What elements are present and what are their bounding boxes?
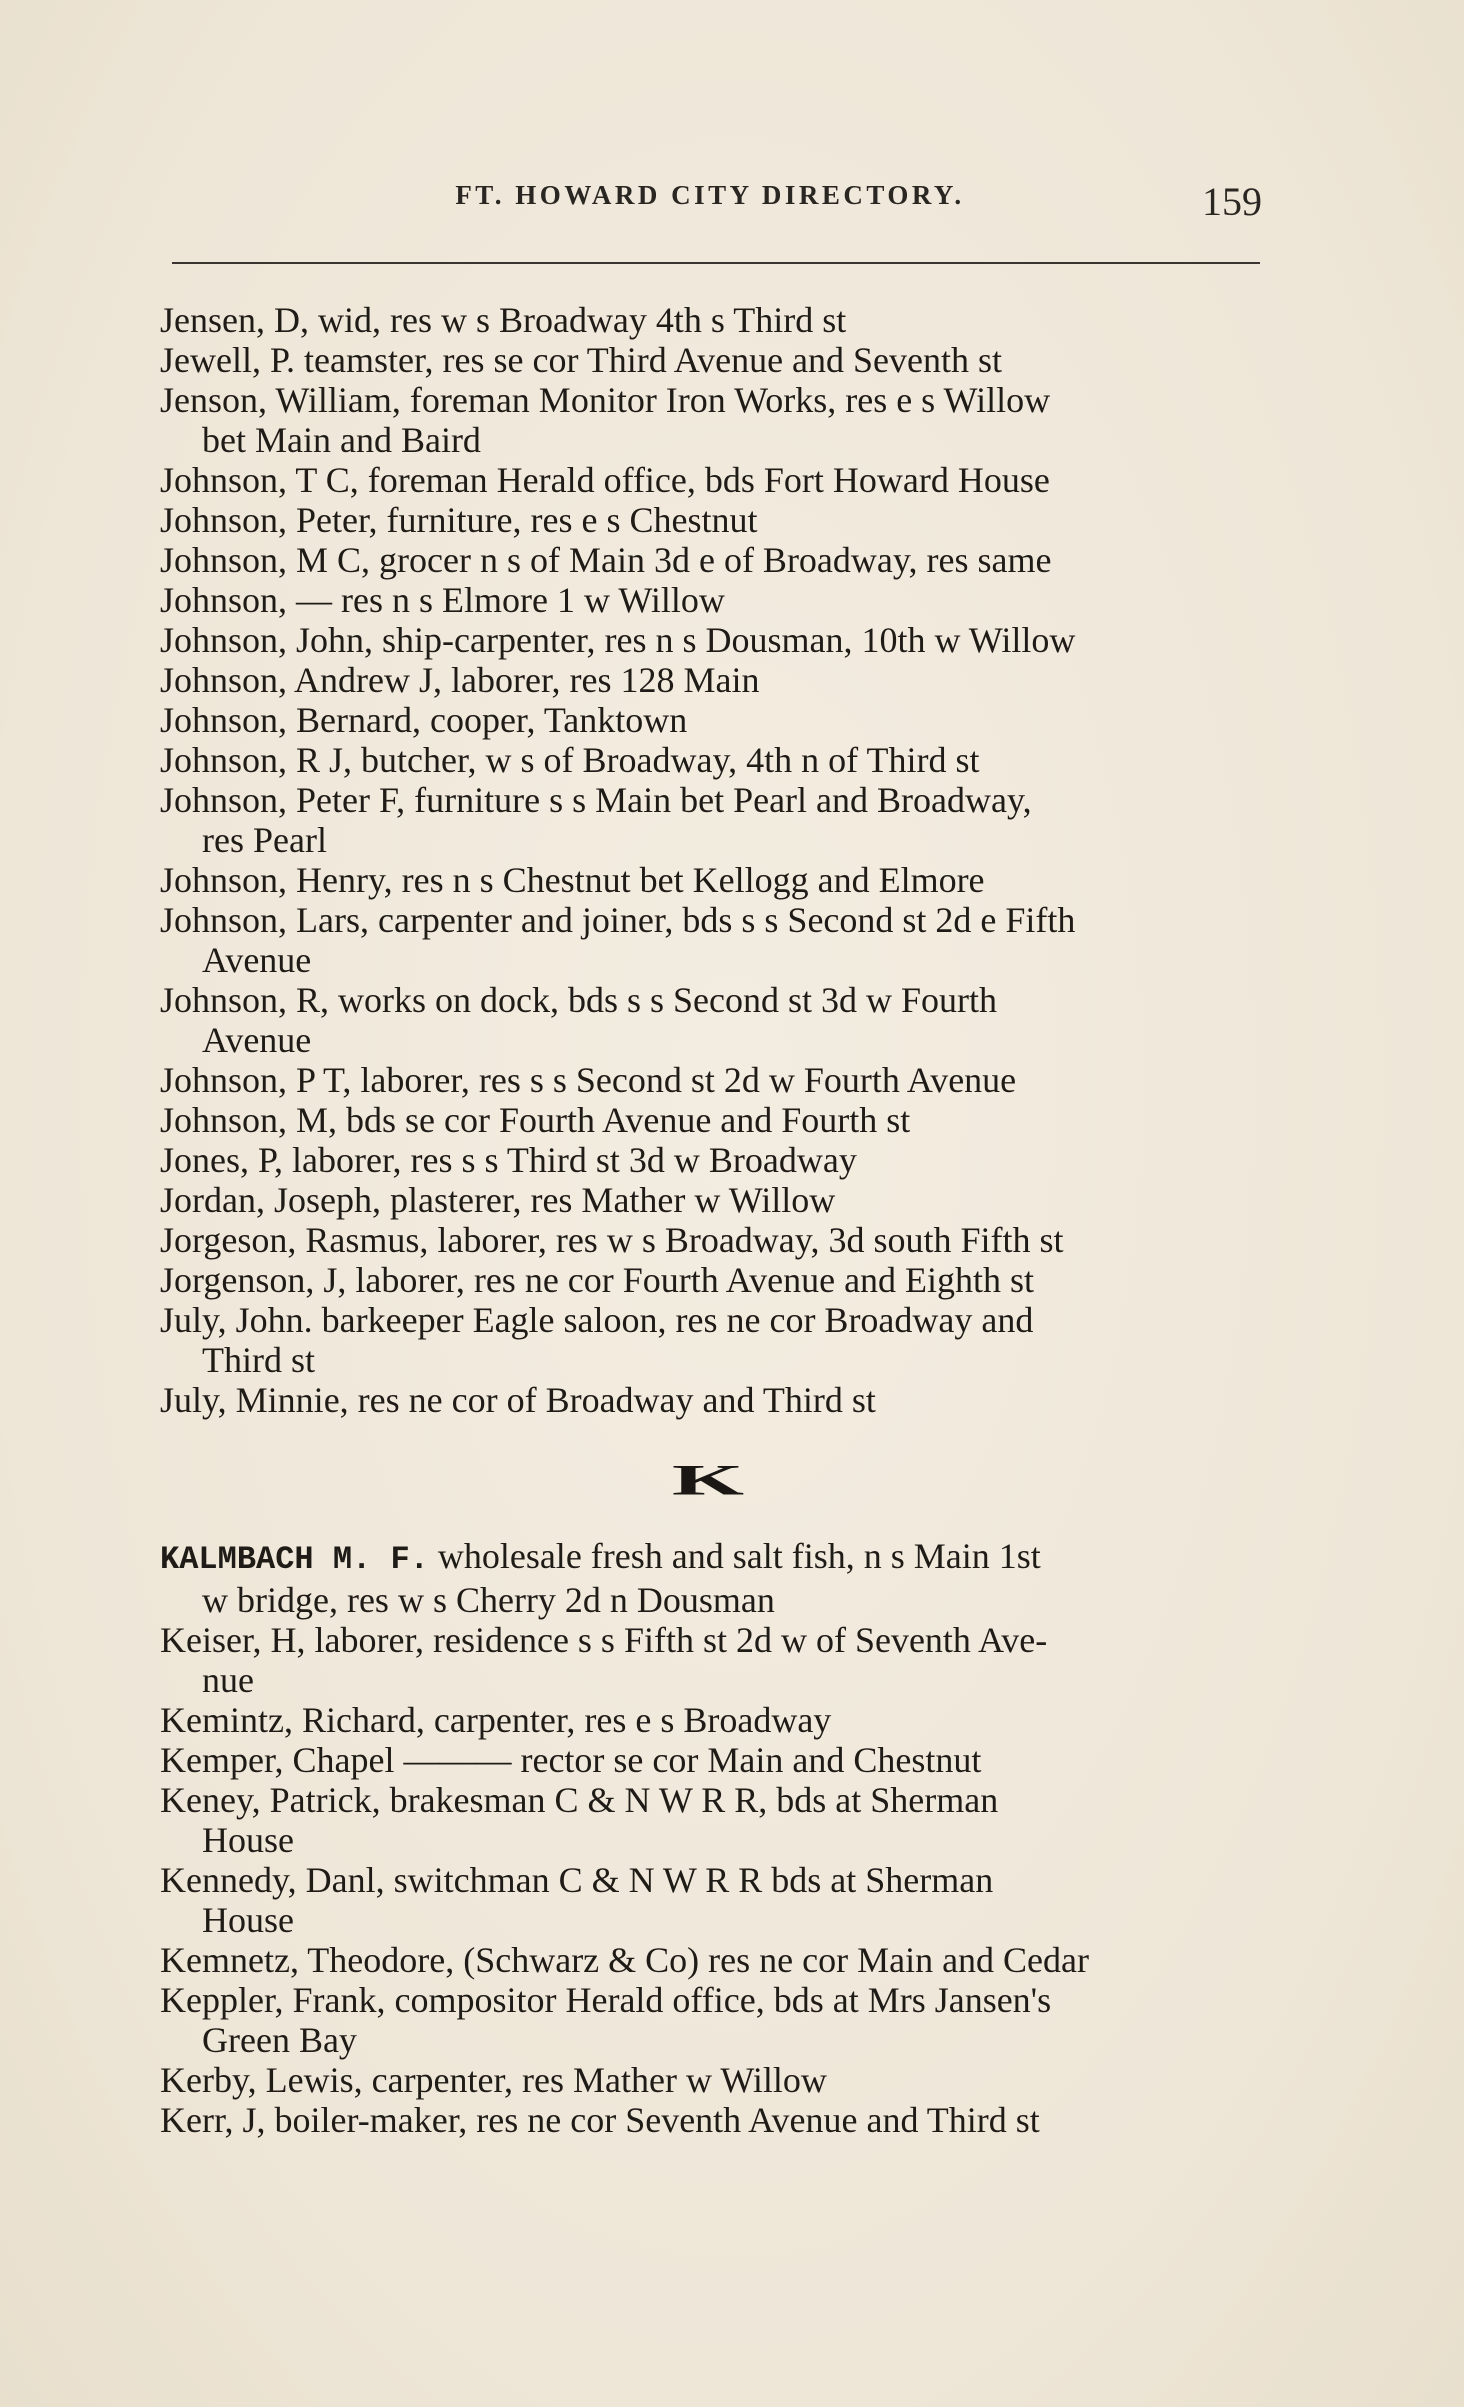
directory-entry-lead	[160, 1536, 1260, 1620]
directory-entry	[160, 740, 1260, 780]
entry-continuation: bet Main and Baird	[202, 420, 481, 460]
directory-entry	[160, 1940, 1260, 1980]
directory-entry	[160, 980, 1260, 1060]
directory-entry	[160, 1380, 1260, 1420]
entry-text: July, Minnie, res ne cor of Broadway and Third st	[160, 1380, 876, 1420]
entry-text: Johnson, P T, laborer, res s s Second st 2d w Fourth Avenue	[160, 1060, 1017, 1100]
entry-text: Keppler, Frank, compositor Herald office, bds at Mrs Jansen's	[160, 1980, 1052, 2020]
entry-text: Kennedy, Danl, switchman C & N W R R bds at Sherman	[160, 1860, 994, 1900]
entry-text: Johnson, Bernard, cooper, Tanktown	[160, 700, 688, 740]
entry-text: Johnson, T C, foreman Herald office, bds Fort Howard House	[160, 460, 1050, 500]
directory-entry	[160, 860, 1260, 900]
entry-text: Kerby, Lewis, carpenter, res Mather w Willow	[160, 2060, 827, 2100]
directory-entries	[160, 300, 1260, 2140]
entry-continuation: res Pearl	[202, 820, 327, 860]
directory-entry	[160, 1740, 1260, 1780]
entry-text: Jewell, P. teamster, res se cor Third Avenue and Seventh st	[160, 340, 1003, 380]
entry-text: Johnson, M C, grocer n s of Main 3d e of Broadway, res same	[160, 540, 1052, 580]
entry-text: Jenson, William, foreman Monitor Iron Works, res e s Willow	[160, 380, 1051, 420]
directory-entry	[160, 500, 1260, 540]
entry-continuation: Avenue	[202, 940, 312, 980]
entry-continuation: w bridge, res w s Cherry 2d n Dousman	[202, 1580, 775, 1620]
directory-entry	[160, 340, 1260, 380]
directory-entry	[160, 1780, 1260, 1860]
directory-entry	[160, 2100, 1260, 2140]
entry-text: Johnson, Lars, carpenter and joiner, bds s s Second st 2d e Fifth	[160, 900, 1076, 940]
entry-text: Johnson, — res n s Elmore 1 w Willow	[160, 580, 725, 620]
directory-entry	[160, 1700, 1260, 1740]
directory-entry	[160, 1180, 1260, 1220]
entry-continuation: Third st	[202, 1340, 315, 1380]
directory-entry	[160, 1860, 1260, 1940]
directory-entry	[160, 900, 1260, 980]
entry-text: Johnson, Peter, furniture, res e s Chestnut	[160, 500, 758, 540]
directory-entry	[160, 1260, 1260, 1300]
directory-entry	[160, 780, 1260, 860]
entry-text: Johnson, R J, butcher, w s of Broadway, 4th n of Third st	[160, 740, 980, 780]
entry-text: Kemnetz, Theodore, (Schwarz & Co) res ne cor Main and Cedar	[160, 1940, 1090, 1980]
running-title: FT. HOWARD CITY DIRECTORY.	[455, 180, 965, 210]
directory-entry	[160, 300, 1260, 340]
advertiser-name: KALMBACH M. F.	[160, 1541, 429, 1578]
entry-continuation: House	[202, 1900, 294, 1940]
directory-entry	[160, 1300, 1260, 1380]
section-letter-k	[160, 1450, 1260, 1510]
directory-entry	[160, 580, 1260, 620]
directory-entry	[160, 1100, 1260, 1140]
section-letter-text: K	[672, 1455, 748, 1504]
directory-entry	[160, 1220, 1260, 1260]
entry-text: Keiser, H, laborer, residence s s Fifth st 2d w of Seventh Ave-	[160, 1620, 1048, 1660]
directory-entry	[160, 660, 1260, 700]
directory-entry	[160, 380, 1260, 460]
directory-entry	[160, 1980, 1260, 2060]
page-number: 159	[1202, 179, 1262, 224]
entry-text: Jones, P, laborer, res s s Third st 3d w Broadway	[160, 1140, 857, 1180]
entry-text: Kemintz, Richard, carpenter, res e s Broadway	[160, 1700, 832, 1740]
directory-entry	[160, 460, 1260, 500]
running-head	[160, 172, 1260, 232]
entry-continuation: Green Bay	[202, 2020, 357, 2060]
entry-text: Johnson, John, ship-carpenter, res n s Dousman, 10th w Willow	[160, 620, 1076, 660]
entry-text: July, John. barkeeper Eagle saloon, res ne cor Broadway and	[160, 1300, 1034, 1340]
entry-text: Jorgenson, J, laborer, res ne cor Fourth Avenue and Eighth st	[160, 1260, 1035, 1300]
entry-text: Jorgeson, Rasmus, laborer, res w s Broadway, 3d south Fifth st	[160, 1220, 1064, 1260]
directory-entry	[160, 1060, 1260, 1100]
entry-text: Johnson, Peter F, furniture s s Main bet Pearl and Broadway,	[160, 780, 1032, 820]
entry-text: Johnson, Henry, res n s Chestnut bet Kellogg and Elmore	[160, 860, 985, 900]
entry-text: Kemper, Chapel ——— rector se cor Main and Chestnut	[160, 1740, 982, 1780]
entry-text: Jordan, Joseph, plasterer, res Mather w Willow	[160, 1180, 836, 1220]
directory-entry	[160, 700, 1260, 740]
entry-continuation: Avenue	[202, 1020, 312, 1060]
directory-entry	[160, 1620, 1260, 1700]
entry-text: Keney, Patrick, brakesman C & N W R R, bds at Sherman	[160, 1780, 999, 1820]
entry-text: Johnson, R, works on dock, bds s s Second st 3d w Fourth	[160, 980, 998, 1020]
directory-entry	[160, 620, 1260, 660]
directory-entry	[160, 540, 1260, 580]
entry-text: Jensen, D, wid, res w s Broadway 4th s Third st	[160, 300, 847, 340]
entry-text: wholesale fresh and salt fish, n s Main 1st	[428, 1536, 1041, 1576]
entry-continuation: House	[202, 1820, 294, 1860]
entry-text: Kerr, J, boiler-maker, res ne cor Seventh Avenue and Third st	[160, 2100, 1040, 2140]
entry-text: Johnson, Andrew J, laborer, res 128 Main	[160, 660, 760, 700]
entry-continuation: nue	[202, 1660, 254, 1700]
directory-entry	[160, 1140, 1260, 1180]
directory-entry	[160, 2060, 1260, 2100]
header-rule	[172, 262, 1260, 264]
entry-text: Johnson, M, bds se cor Fourth Avenue and Fourth st	[160, 1100, 911, 1140]
